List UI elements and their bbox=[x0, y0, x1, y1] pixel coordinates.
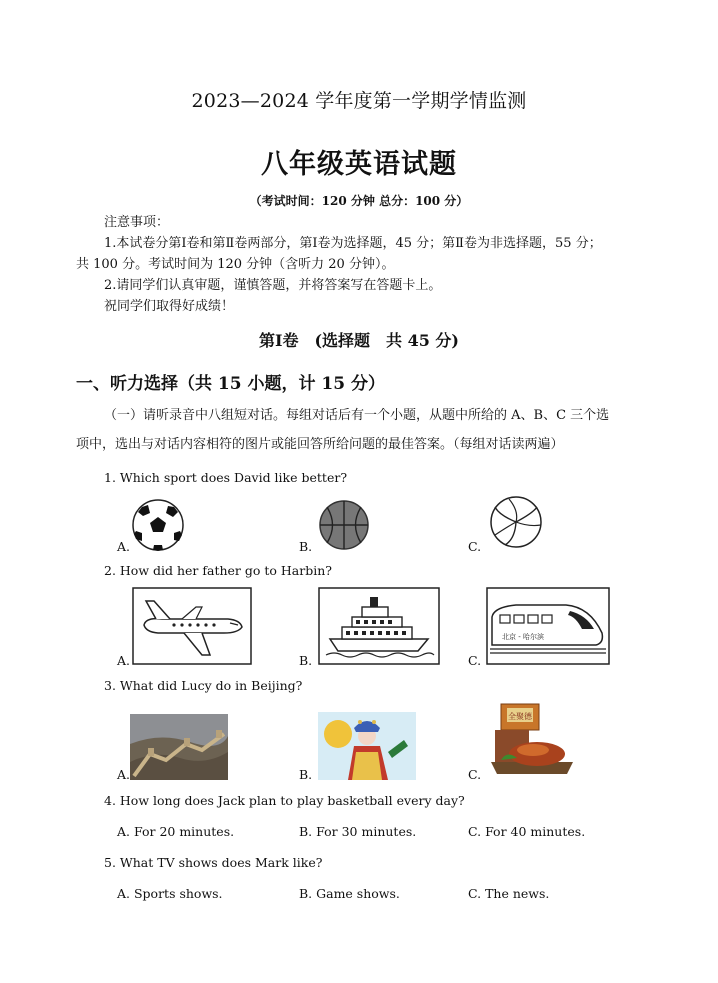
ship-image bbox=[318, 587, 440, 665]
q1-option-a: A. bbox=[117, 539, 131, 554]
q3-option-a: A. bbox=[117, 767, 131, 782]
question-2: 2. How did her father go to Harbin? bbox=[104, 563, 332, 578]
notice-heading: 注意事项： bbox=[104, 215, 170, 230]
train-image bbox=[486, 587, 610, 665]
section1-instr-line1: （一）请听录音中八组短对话。每组对话后有一个小题，从题中所给的 A、B、C 三个选 bbox=[104, 408, 610, 423]
q4-option-b: B. For 30 minutes. bbox=[299, 824, 417, 839]
q5-option-b: B. Game shows. bbox=[299, 886, 400, 901]
notice-item1-line1: 1.本试卷分第Ⅰ卷和第Ⅱ卷两部分，第Ⅰ卷为选择题，45 分；第Ⅱ卷为非选择题，55 分； bbox=[104, 236, 602, 251]
q3-option-b: B. bbox=[299, 767, 313, 782]
q4-option-c: C. For 40 minutes. bbox=[468, 824, 586, 839]
basketball-image bbox=[318, 499, 370, 551]
section1-title: 一、听力选择（共 15 小题，计 15 分） bbox=[76, 374, 385, 394]
exam-subject: 八年级英语试题 bbox=[261, 149, 457, 180]
q2-option-c: C. bbox=[468, 653, 482, 668]
notice-item2: 2.请同学们认真审题，谨慎答题，并将答案写在答题卡上。 bbox=[104, 278, 442, 293]
question-4: 4. How long does Jack plan to play basketball every day? bbox=[104, 793, 465, 808]
q3-option-c: C. bbox=[468, 767, 482, 782]
q5-option-a: A. Sports shows. bbox=[117, 886, 223, 901]
q4-option-a: A. For 20 minutes. bbox=[117, 824, 235, 839]
notice-wish: 祝同学们取得好成绩！ bbox=[104, 299, 235, 314]
part1-title: 第Ⅰ卷 (选择题 共 45 分) bbox=[258, 331, 460, 350]
question-3: 3. What did Lucy do in Beijing? bbox=[104, 678, 303, 693]
q2-option-a: A. bbox=[117, 653, 131, 668]
duck-shop-sign: 全聚德 bbox=[508, 712, 532, 721]
volleyball-image bbox=[489, 495, 543, 549]
airplane-image bbox=[132, 587, 252, 665]
question-1: 1. Which sport does David like better? bbox=[104, 470, 348, 485]
train-sign: 北京 - 哈尔滨 bbox=[502, 633, 544, 641]
q2-option-b: B. bbox=[299, 653, 313, 668]
section1-instr-line2: 项中，选出与对话内容相符的图片或能回答所给问题的最佳答案。（每组对话读两遍） bbox=[76, 437, 564, 452]
q1-option-b: B. bbox=[299, 539, 313, 554]
exam-meta: （考试时间：120 分钟 总分：100 分） bbox=[249, 194, 469, 208]
roast-duck-image bbox=[487, 702, 575, 780]
question-5: 5. What TV shows does Mark like? bbox=[104, 855, 323, 870]
great-wall-image bbox=[130, 714, 228, 780]
peking-opera-image bbox=[318, 712, 416, 780]
soccer-ball-image bbox=[130, 497, 186, 553]
notice-item1-line2: 共 100 分。考试时间为 120 分钟（含听力 20 分钟）。 bbox=[76, 257, 395, 272]
q5-option-c: C. The news. bbox=[468, 886, 550, 901]
exam-title: 2023—2024 学年度第一学期学情监测 bbox=[191, 90, 527, 112]
q1-option-c: C. bbox=[468, 539, 482, 554]
